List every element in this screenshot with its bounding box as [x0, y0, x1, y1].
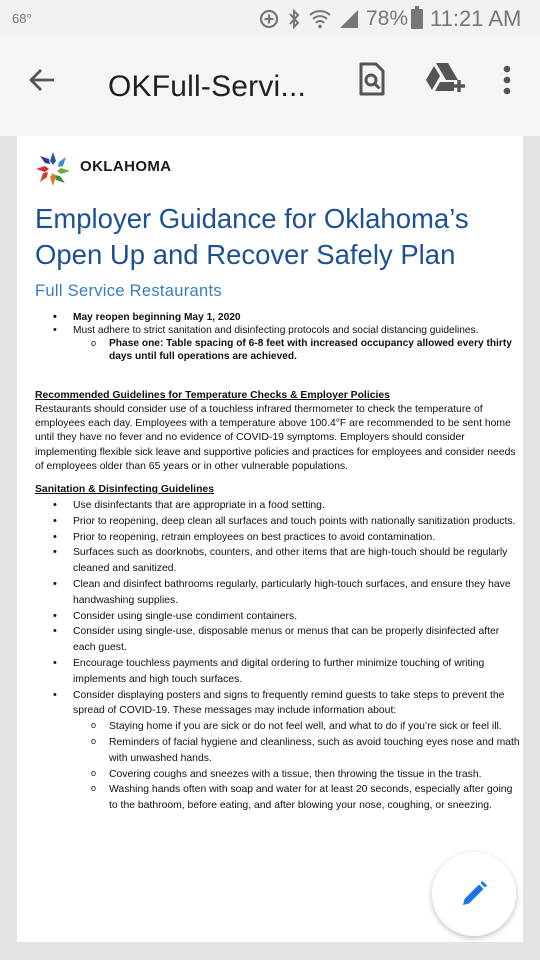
- page-subtitle: Full Service Restaurants: [35, 282, 222, 300]
- more-options-button[interactable]: [497, 64, 517, 96]
- more-vert-icon: [497, 64, 517, 96]
- edit-fab-button[interactable]: [432, 852, 516, 936]
- logo-text: OKLAHOMA: [80, 158, 172, 175]
- status-bar: [0, 0, 540, 36]
- list-item: • Use disinfectants that are appropriate in a food setting.: [35, 498, 523, 514]
- recommended-guidelines-body: Restaurants should consider use of a touchless infrared thermometer to check the temperature of employees each day. Employees with a temperature above 100.4°F are recommended to be sent home until they have no fever and no evidence of COVID-19 symptoms. Employers should consider implementing flexible sick leave and supportive policies and practices for employees and consider needs of employees older than 65 years or in other vulnerable populations.: [35, 404, 516, 472]
- app-bar: [0, 36, 540, 136]
- intro-list: [35, 311, 519, 363]
- list-item: • May reopen beginning May 1, 2020: [35, 311, 519, 324]
- list-item: • Consider displaying posters and signs to frequently remind guests to take steps to prevent the spread of COVID-19. These messages may include information about:: [35, 688, 523, 720]
- clock-time: 11:21 AM: [430, 6, 522, 31]
- battery-percent: 78%: [366, 7, 409, 30]
- cell-signal-icon: [339, 9, 359, 29]
- list-item: • Must adhere to strict sanitation and disinfecting protocols and social distancing guidelines.: [35, 324, 519, 337]
- sub-list-item: o Covering coughs and sneezes with a tissue, then throwing the tissue in the trash.: [35, 767, 523, 783]
- sub-list-item: o Phase one: Table spacing of 6-8 feet with increased occupancy allowed every thirty days until full operations are achieved.: [35, 337, 519, 363]
- sub-list-item: o Washing hands often with soap and water for at least 20 seconds, especially after going to the bathroom, before eating, and after blowing your nose, coughing, or sneezing.: [35, 782, 523, 814]
- sanitation-list: [35, 498, 523, 814]
- page-title: [35, 201, 515, 273]
- oklahoma-logo-icon: [34, 150, 72, 188]
- list-item: • Encourage touchless payments and digital ordering to further minimize touching of writing implements and high touch surfaces.: [35, 656, 523, 688]
- back-button[interactable]: [24, 62, 60, 98]
- title-line-1: Employer Guidance for Oklahoma’s: [35, 203, 469, 234]
- wifi-icon: [309, 9, 331, 29]
- edit-pencil-icon: [458, 878, 490, 910]
- data-saver-icon: [259, 9, 279, 29]
- recommended-guidelines-heading: Recommended Guidelines for Temperature Checks & Employer Policies: [35, 390, 390, 401]
- sub-list-item: o Reminders of facial hygiene and cleanliness, such as avoid touching eyes nose and math with unwashed hands.: [35, 735, 523, 767]
- find-in-document-icon: [356, 61, 388, 97]
- list-item: • Consider using single-use condiment containers.: [35, 609, 523, 625]
- list-item: • Clean and disinfect bathrooms regularly, particularly high-touch surfaces, and ensure they have handwashing supplies.: [35, 577, 523, 609]
- title-line-2: Open Up and Recover Safely Plan: [35, 239, 456, 270]
- list-item: • Consider using single-use, disposable menus or menus that can be properly disinfected after each guest.: [35, 624, 523, 656]
- list-item: • Prior to reopening, retrain employees on best practices to avoid contamination.: [35, 530, 523, 546]
- temperature-text: 68°: [12, 11, 32, 26]
- document-page[interactable]: [17, 136, 523, 942]
- list-item: • Prior to reopening, deep clean all surfaces and touch points with nationally sanitization products.: [35, 514, 523, 530]
- add-to-drive-icon: [425, 61, 465, 95]
- sub-list-item: o Staying home if you are sick or do not feel well, and what to do if you’re sick or feel ill.: [35, 719, 523, 735]
- find-in-document-button[interactable]: [356, 61, 388, 97]
- list-item: • Surfaces such as doorknobs, counters, and other items that are high-touch should be regularly cleaned and sanitized.: [35, 545, 523, 577]
- document-title: OKFull-Servi...: [108, 70, 307, 103]
- status-icons: [259, 8, 359, 30]
- battery-icon: [411, 9, 423, 29]
- back-arrow-icon: [24, 62, 60, 98]
- add-to-drive-button[interactable]: [425, 61, 465, 95]
- bluetooth-icon: [287, 9, 301, 29]
- sanitation-heading: Sanitation & Disinfecting Guidelines: [35, 484, 214, 495]
